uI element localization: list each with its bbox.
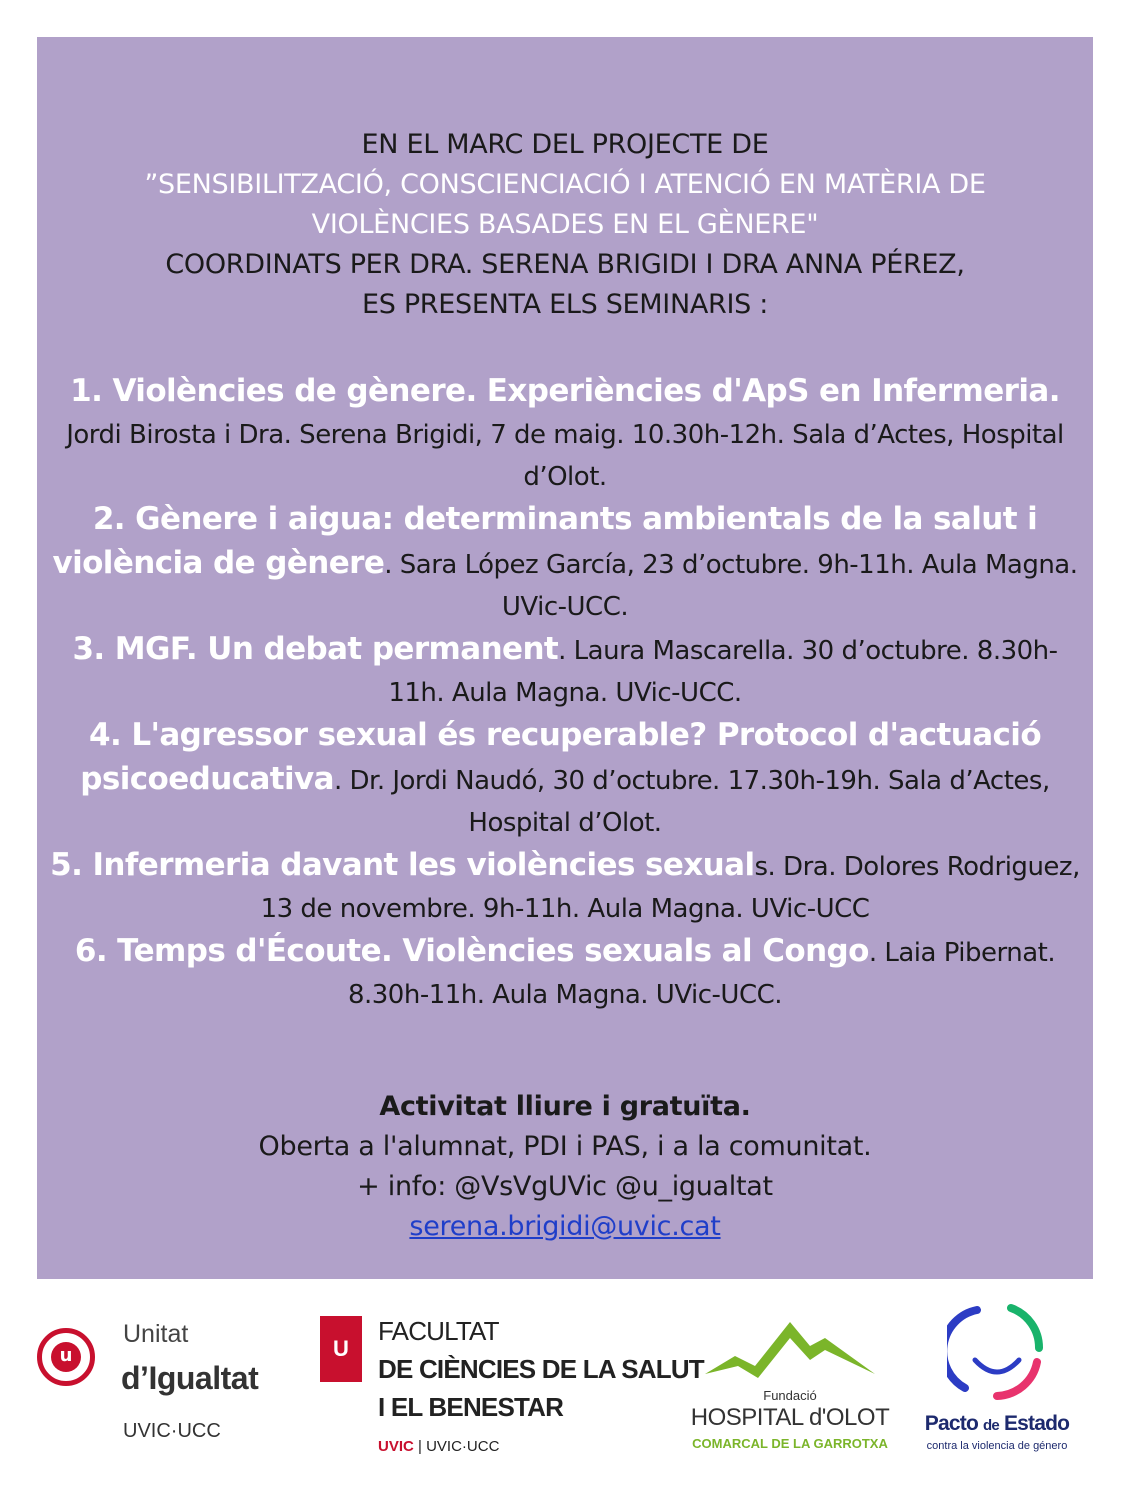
email-link[interactable]: serena.brigidi@uvic.cat bbox=[409, 1211, 721, 1242]
unitat-label: Unitat bbox=[123, 1320, 189, 1348]
intro-block bbox=[37, 125, 1093, 325]
smile-face-icon bbox=[947, 1300, 1047, 1405]
olot-name: HOSPITAL d'OLOT bbox=[690, 1404, 890, 1431]
uvic-ucc-label: UVIC·UCC bbox=[123, 1420, 221, 1442]
seminar-title: 6. Temps d'Écoute. Violències sexuals al Congo bbox=[74, 933, 869, 969]
seminar-list bbox=[47, 370, 1083, 1016]
pacto-name-a: Pacto bbox=[924, 1412, 984, 1435]
seminar-title: 3. MGF. Un debat permanent bbox=[72, 631, 559, 667]
seminar-details: . Dr. Jordi Naudó, 30 d’octubre. 17.30h-19h. Sala d’Actes, Hospital d’Olot. bbox=[333, 766, 1050, 838]
mountain-icon bbox=[700, 1316, 880, 1388]
pacto-name-b: de bbox=[983, 1417, 999, 1434]
pacto-name-c: Estado bbox=[998, 1412, 1070, 1435]
seminar-item bbox=[47, 714, 1083, 844]
seminar-item bbox=[47, 370, 1083, 498]
pacto-estado-logo bbox=[912, 1300, 1082, 1470]
audience-note: Oberta a l'alumnat, PDI i PAS, i a la comunitat. bbox=[258, 1131, 872, 1162]
uvic-circle-icon bbox=[37, 1328, 95, 1386]
igualtat-label: d’Igualtat bbox=[121, 1360, 259, 1396]
seminar-item bbox=[47, 930, 1083, 1016]
facultat-footer bbox=[378, 1438, 499, 1455]
closing-block bbox=[37, 1087, 1093, 1247]
intro-line-1: EN EL MARC DEL PROJECTE DE bbox=[361, 129, 769, 160]
facultat-line-3: I EL BENESTAR bbox=[378, 1392, 564, 1422]
seminar-title: 2. Gènere i aigua: determinants ambientals de la salut i violència de gènere bbox=[52, 501, 1038, 581]
coordinators-line: COORDINATS PER DRA. SERENA BRIGIDI I DRA ANNA PÉREZ, bbox=[165, 249, 965, 280]
seminar-item bbox=[47, 498, 1083, 628]
seminar-title: 4. L'agressor sexual és recuperable? Protocol d'actuació psicoeducativa bbox=[80, 717, 1042, 797]
uvic-shield-icon: U bbox=[320, 1316, 362, 1382]
olot-comarcal: COMARCAL DE LA GARROTXA bbox=[692, 1436, 888, 1451]
pacto-tagline: contra la violencia de género bbox=[926, 1440, 1068, 1452]
facultat-line-1: FACULTAT bbox=[378, 1316, 499, 1346]
poster-panel bbox=[37, 37, 1093, 1279]
project-title-line-2: VIOLÈNCIES BASADES EN EL GÈNERE" bbox=[311, 209, 819, 240]
seminar-item bbox=[47, 844, 1083, 930]
seminar-item bbox=[47, 628, 1083, 714]
hospital-olot-logo bbox=[690, 1316, 890, 1466]
free-activity-note: Activitat lliure i gratuïta. bbox=[379, 1091, 751, 1122]
facultat-footer-uvic: UVIC bbox=[378, 1438, 414, 1455]
seminar-details: . Sara López García, 23 d’octubre. 9h-11h. Aula Magna. UVic-UCC. bbox=[384, 550, 1078, 622]
social-info: + info: @VsVgUVic @u_igualtat bbox=[357, 1171, 773, 1202]
facultat-footer-rest: | UVIC·UCC bbox=[413, 1438, 500, 1455]
unitat-igualtat-logo bbox=[37, 1320, 277, 1460]
seminar-details: s. Dra. Dolores Rodriguez, 13 de novembre. 9h-11h. Aula Magna. UVic-UCC bbox=[260, 852, 1080, 924]
uvic-u-mark: u bbox=[51, 1342, 81, 1372]
pacto-name bbox=[912, 1412, 1082, 1436]
intro-line-5: ES PRESENTA ELS SEMINARIS : bbox=[361, 289, 769, 320]
seminar-details: . Laia Pibernat. 8.30h-11h. Aula Magna. UVic-UCC. bbox=[347, 938, 1056, 1010]
facultat-logo bbox=[320, 1316, 704, 1466]
olot-fundacio: Fundació bbox=[763, 1388, 817, 1403]
seminar-title: 5. Infermeria davant les violències sexual bbox=[50, 847, 755, 883]
project-title-line-1: ”SENSIBILITZACIÓ, CONSCIENCIACIÓ I ATENCIÓ EN MATÈRIA DE bbox=[144, 169, 986, 200]
seminar-title: 1. Violències de gènere. Experiències d'ApS en Infermeria. bbox=[70, 373, 1060, 409]
facultat-line-2: DE CIÈNCIES DE LA SALUT bbox=[378, 1354, 704, 1384]
seminar-details: Jordi Birosta i Dra. Serena Brigidi, 7 de maig. 10.30h-12h. Sala d’Actes, Hospital d’Olot. bbox=[66, 420, 1064, 492]
seminar-details: . Laura Mascarella. 30 d’octubre. 8.30h-11h. Aula Magna. UVic-UCC. bbox=[388, 636, 1058, 708]
